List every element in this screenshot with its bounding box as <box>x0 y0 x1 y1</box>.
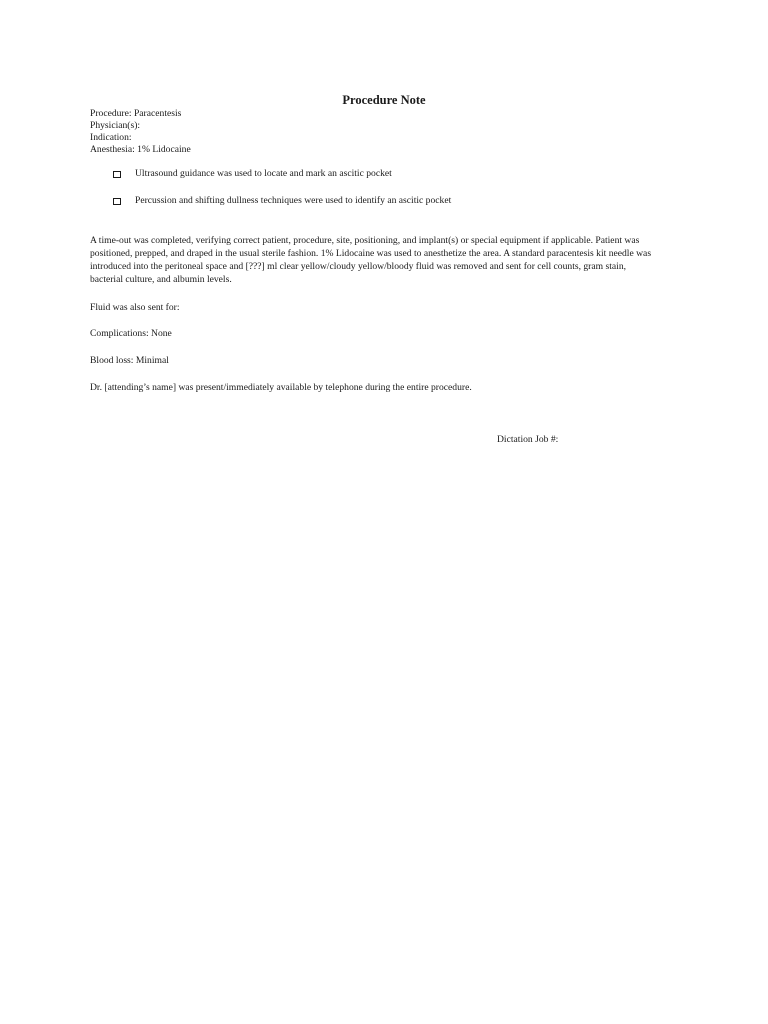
blood-loss-line: Blood loss: Minimal <box>90 355 169 366</box>
paragraph-line: introduced into the peritoneal space and [???] ml clear yellow/cloudy yellow/bloody fluid was removed and sent for cell counts, gram stain, <box>90 261 627 272</box>
anesthesia-line: Anesthesia: 1% Lidocaine <box>90 144 191 155</box>
attending-statement: Dr. [attending’s name] was present/immediately available by telephone during the entire procedure. <box>90 382 472 393</box>
checkbox-icon <box>113 171 121 178</box>
checkbox-icon <box>113 198 121 205</box>
fluid-sent-line: Fluid was also sent for: <box>90 302 180 313</box>
dictation-job-line: Dictation Job #: <box>497 434 559 445</box>
checklist-item-label: Ultrasound guidance was used to locate and mark an ascitic pocket <box>135 168 392 179</box>
procedure-header <box>90 108 191 156</box>
page-title: Procedure Note <box>342 93 426 107</box>
indication-line: Indication: <box>90 132 132 143</box>
checklist-item-ultrasound <box>113 168 392 180</box>
checklist-item-label: Percussion and shifting dullness techniques were used to identify an ascitic pocket <box>135 195 452 206</box>
procedure-description <box>90 234 690 286</box>
physicians-line: Physician(s): <box>90 120 141 131</box>
paragraph-line: bacterial culture, and albumin levels. <box>90 274 232 285</box>
paragraph-line: A time-out was completed, verifying correct patient, procedure, site, positioning, and implant(s) or special equipment if applicable. Patient was <box>90 235 640 246</box>
checklist-item-percussion <box>113 195 451 207</box>
complications-line: Complications: None <box>90 328 172 339</box>
paragraph-line: positioned, prepped, and draped in the usual sterile fashion. 1% Lidocaine was used to anesthetize the area. A standard paracentesis kit needle was <box>90 248 652 259</box>
procedure-line: Procedure: Paracentesis <box>90 108 182 119</box>
